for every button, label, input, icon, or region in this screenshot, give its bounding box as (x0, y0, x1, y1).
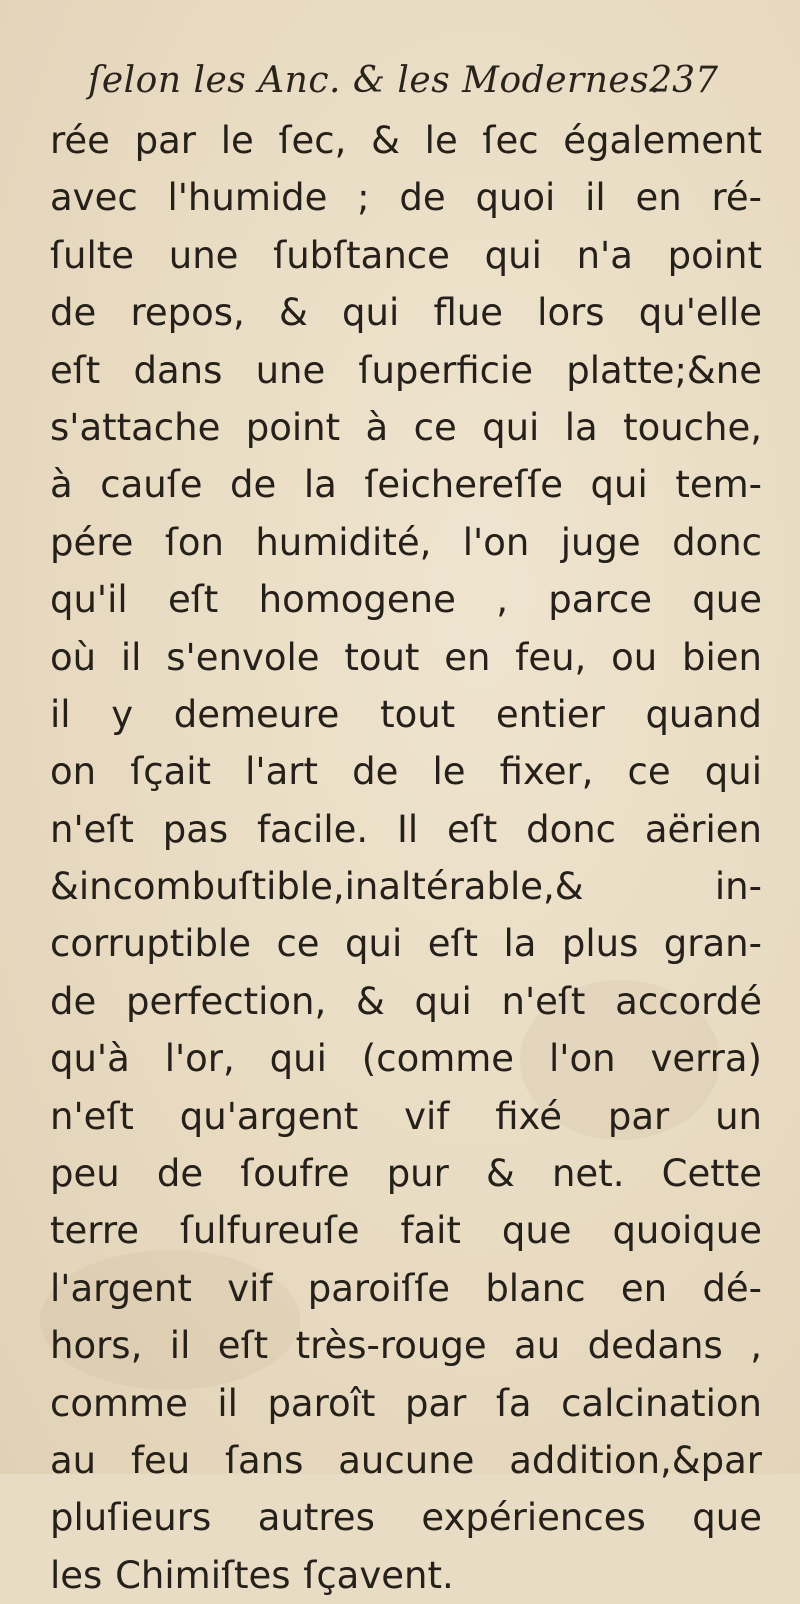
text-line: s'attache point à ce qui la touche, (50, 405, 762, 449)
text-line: de repos, & qui flue lors qu'elle (50, 291, 762, 335)
text-line: il y demeure tout entier quand (50, 692, 762, 736)
page-number: 237 (649, 60, 718, 101)
text-line: à cauſe de la ſeichereſſe qui tem- (50, 463, 762, 507)
text-line: pére ſon humidité, l'on juge donc (50, 520, 762, 564)
text-line: ſulte une ſubſtance qui n'a point (50, 233, 762, 277)
text-line: peu de ſoufre pur & net. Cette (50, 1152, 762, 1196)
text-line: l'argent vif paroiſſe blanc en dé- (50, 1266, 762, 1310)
text-line: comme il paroît par ſa calcination (50, 1381, 762, 1425)
text-line: terre ſulfureuſe fait que quoique (50, 1209, 762, 1253)
text-line: n'eſt pas facile. Il eſt donc aërien (50, 807, 762, 851)
text-line: &incombuſtible,inaltérable,& in- (50, 865, 762, 909)
text-line: au feu ſans aucune addition,&par (50, 1438, 762, 1482)
text-line: pluſieurs autres expériences que (50, 1496, 762, 1540)
running-head: ſelon les Anc. & les Modernes. (88, 60, 662, 101)
text-line: rée par le ſec, & le ſec également (50, 119, 762, 162)
text-line: avec l'humide ; de quoi il en ré- (50, 176, 762, 220)
text-line: eſt dans une ſuperficie platte;&ne (50, 348, 762, 392)
text-line: on ſçait l'art de le fixer, ce qui (50, 750, 762, 794)
text-line: qu'il eſt homogene , parce que (50, 578, 762, 622)
text-line: hors, il eſt très-rouge au dedans , (50, 1324, 762, 1368)
text-line: où il s'envole tout en feu, ou bien (50, 635, 762, 679)
page-header (88, 60, 718, 116)
text-line: les Chimiſtes ſçavent. (50, 1553, 454, 1597)
body-text (50, 112, 762, 1604)
text-line: corruptible ce qui eſt la plus gran- (50, 922, 762, 966)
text-line: de perfection, & qui n'eſt accordé (50, 979, 762, 1023)
text-line: qu'à l'or, qui (comme l'on verra) (50, 1037, 762, 1081)
text-line: n'eſt qu'argent vif fixé par un (50, 1094, 762, 1138)
